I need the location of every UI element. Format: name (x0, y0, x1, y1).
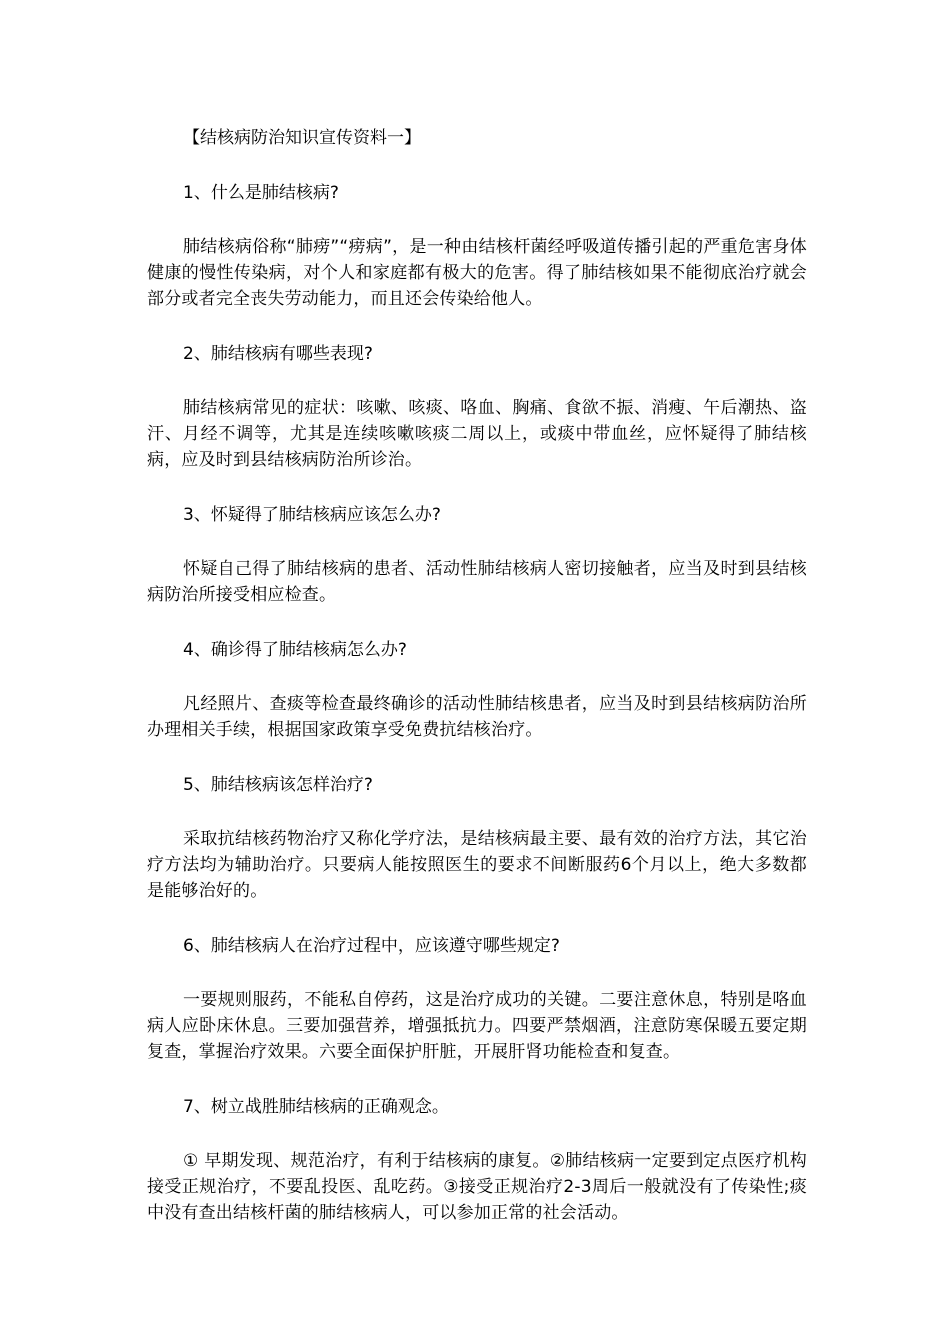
section-answer: 肺结核病俗称“肺痨”“痨病”，是一种由结核杆菌经呼吸道传播引起的严重危害身体健康的慢性传染病，对个人和家庭都有极大的危害。得了肺结核如果不能彻底治疗就会部分或者完全丧失劳动能力，而且还会传染给他人。 (147, 237, 807, 309)
section-answer: 怀疑自己得了肺结核病的患者、活动性肺结核病人密切接触者，应当及时到县结核病防治所接受相应检查。 (147, 559, 807, 605)
section-answer: 一要规则服药，不能私自停药，这是治疗成功的关键。二要注意休息，特别是咯血病人应卧床休息。三要加强营养，增强抵抗力。四要严禁烟酒，注意防寒保暖五要定期复查，掌握治疗效果。六要全面保护肝脏，开展肝肾功能检查和复查。 (147, 990, 807, 1062)
section-7 (147, 1094, 807, 1226)
section-answer: 凡经照片、查痰等检查最终确诊的活动性肺结核患者，应当及时到县结核病防治所办理相关手续，根据国家政策享受免费抗结核治疗。 (147, 694, 807, 740)
section-answer: 采取抗结核药物治疗又称化学疗法，是结核病最主要、最有效的治疗方法，其它治疗方法均为辅助治疗。只要病人能按照医生的要求不间断服药6个月以上，绝大多数都是能够治好的。 (147, 829, 807, 901)
section-3 (147, 502, 807, 608)
section-question: 5、肺结核病该怎样治疗? (183, 775, 373, 795)
section-6 (147, 933, 807, 1065)
section-question: 2、肺结核病有哪些表现? (183, 344, 373, 364)
section-question: 4、确诊得了肺结核病怎么办? (183, 640, 407, 660)
section-answer: 肺结核病常见的症状：咳嗽、咳痰、咯血、胸痛、食欲不振、消瘦、午后潮热、盗汗、月经不调等，尤其是连续咳嗽咳痰二周以上，或痰中带血丝，应怀疑得了肺结核病，应及时到县结核病防治所诊治。 (147, 398, 807, 470)
document-body (147, 125, 807, 1226)
document-title: 【结核病防治知识宣传资料一】 (183, 128, 421, 148)
section-question: 1、什么是肺结核病? (183, 183, 339, 203)
section-answer: ① 早期发现、规范治疗，有利于结核病的康复。②肺结核病一定要到定点医疗机构接受正规治疗，不要乱投医、乱吃药。③接受正规治疗2-3周后一般就没有了传染性;痰中没有查出结核杆菌的肺结核病人，可以参加正常的社会活动。 (147, 1151, 807, 1223)
section-question: 3、怀疑得了肺结核病应该怎么办? (183, 505, 441, 525)
section-question: 7、树立战胜肺结核病的正确观念。 (183, 1097, 449, 1117)
section-2 (147, 341, 807, 473)
section-5 (147, 772, 807, 904)
section-question: 6、肺结核病人在治疗过程中，应该遵守哪些规定? (183, 936, 560, 956)
section-4 (147, 637, 807, 743)
section-1 (147, 180, 807, 312)
